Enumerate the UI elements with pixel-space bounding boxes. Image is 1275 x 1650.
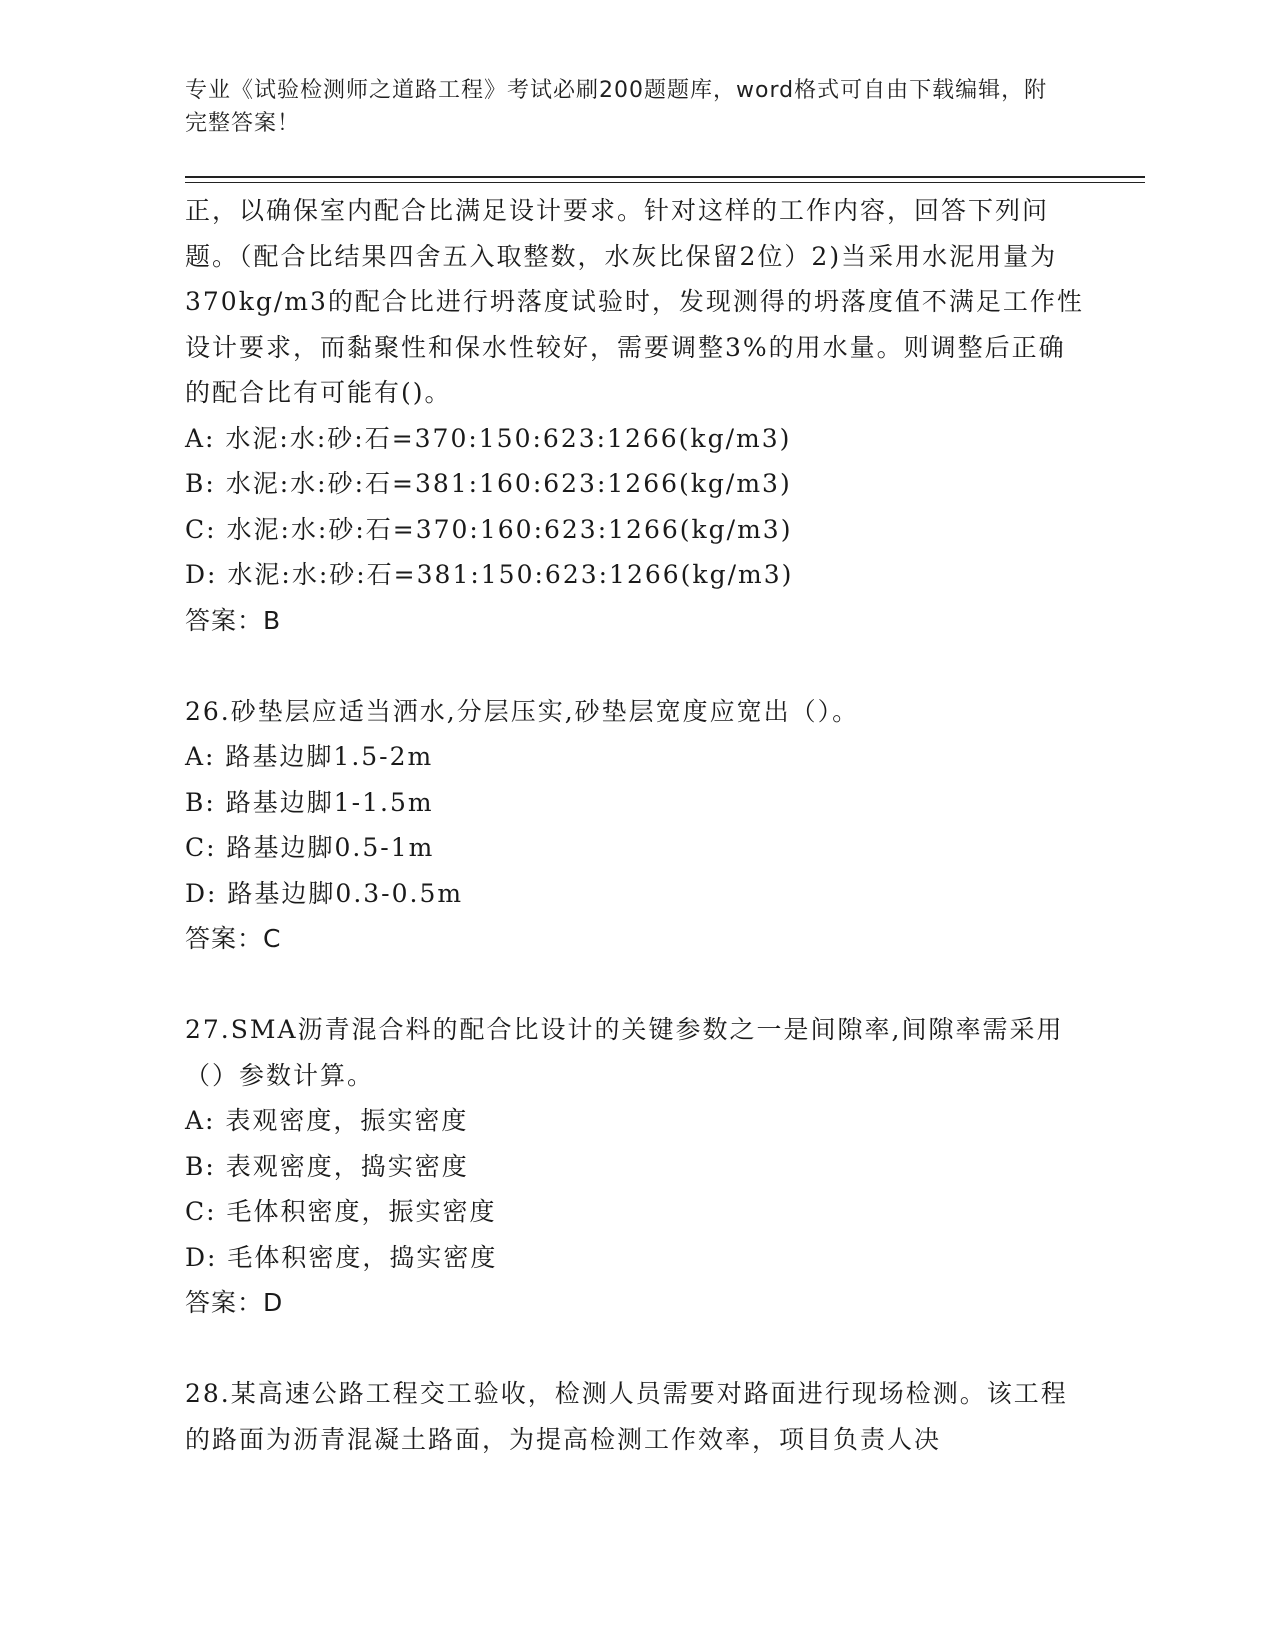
option-d: D: 路基边脚0.3-0.5m [185,878,464,908]
spacer [185,962,1085,1008]
option-a: A: 表观密度，振实密度 [185,1106,469,1135]
option-d: D: 毛体积密度，捣实密度 [185,1242,498,1272]
question-text: 27.SMA沥青混合料的配合比设计的关键参数之一是间隙率,间隙率需采用（）参数计算。 [185,1015,1064,1090]
document-body [185,188,1085,1462]
header-divider-thick [185,176,1145,178]
page-header: 专业《试验检测师之道路工程》考试必刷200题题库，word格式可自由下载编辑，附完整答案！ [185,78,1048,136]
question-text: 26.砂垫层应适当洒水,分层压实,砂垫层宽度应宽出（）。 [185,696,860,726]
option-b: B: 表观密度，捣实密度 [185,1151,469,1181]
option-a: A: 水泥:水:砂:石=370:150:623:1266(kg/m3) [185,423,792,453]
spacer [185,643,1085,689]
question-25-continuation [185,188,1085,643]
option-c: C: 毛体积密度，振实密度 [185,1197,497,1226]
question-26 [185,689,1085,962]
answer-line: 答案：D [185,1288,284,1317]
question-text: 正，以确保室内配合比满足设计要求。针对这样的工作内容，回答下列问题。（配合比结果四舍五入取整数，水灰比保留2位）2)当采用水泥用量为370kg/m3的配合比进行坍落度试验时，发现测得的坍落度值不满足工作性设计要求，而黏聚性和保水性较好，需要调整3%的用水量。则调整后正确的配合比有可能有()。 [185,196,1084,407]
option-b: B: 路基边脚1-1.5m [185,787,434,817]
question-28 [185,1371,1085,1462]
answer-line: 答案：C [185,924,282,953]
option-a: A: 路基边脚1.5-2m [185,742,434,771]
option-c: C: 水泥:水:砂:石=370:160:623:1266(kg/m3) [185,514,793,544]
header-divider-thin [185,182,1145,183]
option-c: C: 路基边脚0.5-1m [185,833,435,862]
option-d: D: 水泥:水:砂:石=381:150:623:1266(kg/m3) [185,560,794,589]
question-text: 28.某高速公路工程交工验收，检测人员需要对路面进行现场检测。该工程的路面为沥青混凝土路面，为提高检测工作效率，项目负责人决 [185,1379,1068,1454]
spacer [185,1326,1085,1372]
answer-line: 答案：B [185,605,282,635]
question-27 [185,1007,1085,1326]
option-b: B: 水泥:水:砂:石=381:160:623:1266(kg/m3) [185,469,792,498]
